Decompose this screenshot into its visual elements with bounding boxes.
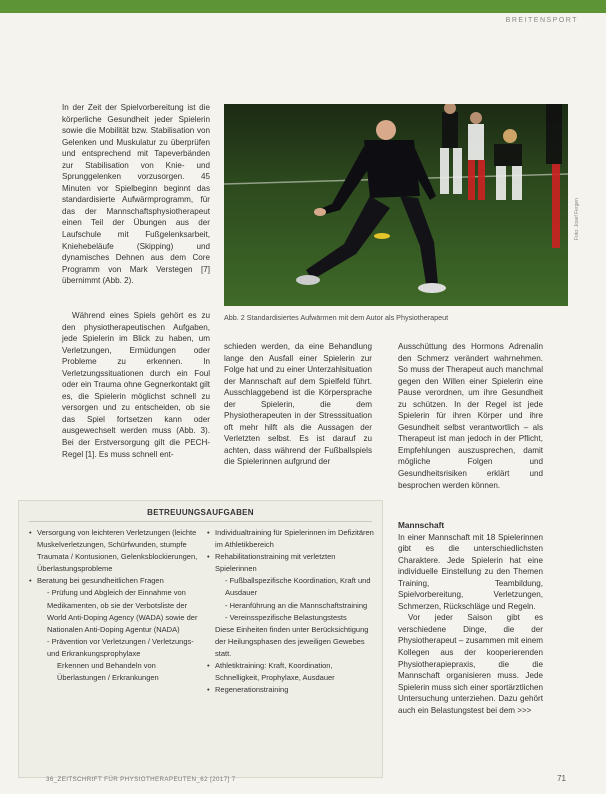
header-bar bbox=[0, 0, 606, 13]
paragraph: Vor jeder Saison gibt es verschiedene Dinge, die der Physiotherapeut – zusammen mit einem Kollegen aus der kooperierenden Physiotherapiepraxis, die die Mannschaft organisieren muss. Jede Spielerin muss sich einer sportärztlichen Untersuchung unterziehen. Dazu gehört auch ein Belastungstest bei dem >>> bbox=[398, 613, 543, 715]
list-item: • Beratung bei gesundheitlichen Fragen bbox=[29, 575, 199, 587]
list-item: • Rehabilitationstraining mit verletzten Spielerinnen bbox=[207, 551, 375, 575]
photo-credit: Foto: Josef Fergen bbox=[574, 198, 580, 240]
paragraph: In der Zeit der Spielvorbereitung ist die körperliche Gesundheit jeder Spielerin sowie die Mobilität bzw. Stabilisation von Gelenken und Muskulatur zu überprüfen und entsprechend mit Tapeverbänden zur Stabilisation von Knie- und Sprunggelenken vorzusorgen. 45 Minuten vor Spielbeginn beginnt das standardisierte Aufwärmprogramm, für das der Mannschaftsphysiotherapeut einen Teil der Übungen aus der Laufschule mit Fußgelenksarbeit, Kniehebeläufe (Skipping) und dynamisches Dehnen aus dem Core Programm von Mark Verstegen [7] übernimmt (Abb. 2). bbox=[62, 103, 210, 286]
list-item: - Vereinsspezifische Belastungstests bbox=[225, 612, 347, 622]
paragraph: Während eines Spiels gehört es zu den physiotherapeutischen Aufgaben, jede Spielerin im Blick zu haben, um Verletzungen, Ermüdungen oder Probleme zu erkennen. In Verletzungssituationen durch ein Foul oder ein Trauma ohne Gegnerkontakt gilt es, die Spielerin möglichst schnell zu versorgen und zu entscheiden, ob sie das Spiel fortsetzen kann oder ausgewechselt werden muss (Abb. 3). Bei der Erstversorgung gilt die PECH-Regel [1]. Es muss schnell ent- bbox=[62, 311, 210, 459]
info-box-column-1 bbox=[29, 527, 199, 684]
info-box-title: BETREUUNGSAUFGABEN bbox=[147, 508, 254, 517]
paragraph: schieden werden, da eine Behandlung lange den Ausfall einer Spielerin zur Folge hat und zu einer Unterzahlsituation der Mannschaft auf dem Spielfeld führt. Ausschlaggebend ist die Körpersprache der Spielerin, die dem Physiotherapeuten in der Stresssituation oft mehr hilft als die Aussagen der Verletzten selbst. Es ist darauf zu achten, dass während der Fußballspiels die Spielerinnen aufgrund der bbox=[224, 342, 372, 467]
list-item: - Heranführung an die Mannschaftstraining bbox=[225, 600, 368, 610]
text-column-1 bbox=[62, 102, 210, 287]
info-box bbox=[18, 500, 383, 778]
text-column-3-continued bbox=[398, 520, 543, 716]
paragraph: Ausschüttung des Hormons Adrenalin den Schmerz verändert wahrnehmen. So muss der Therapeut auch manchmal gegen den Willen einer Spielerin eine Pause verordnen, um ihre Gesundheit zu schützen. In der Regel ist jede Spielerin für ihren Körper und ihre Gesundheit selbst verantwortlich – als Therapeut ist man jedoch in der Pflicht, Empfehlungen auszusprechen, damit mögliche Folgen und Gesundheitsrisiken erklärt und besprochen werden können. bbox=[398, 342, 543, 490]
figure-photo bbox=[224, 104, 568, 306]
section-label: BREITENSPORT bbox=[505, 17, 578, 24]
text-column-2 bbox=[224, 341, 372, 468]
paragraph: In einer Mannschaft mit 18 Spielerinnen gibt es die unterschiedlichsten Charaktere. Jede Spielerin hat eine individuelle Einstellung zu den Themen Training, Teambildung, Spielvorbereitung, Verletzungen, Schmerzen, Rückschläge und Regeln. bbox=[398, 532, 543, 611]
subheading: Mannschaft bbox=[398, 520, 445, 530]
text-column-1-continued bbox=[62, 310, 210, 460]
page-number: 71 bbox=[557, 774, 566, 783]
info-box-column-2 bbox=[207, 527, 375, 696]
list-item: - Fußballspezifische Koordination, Kraft und Ausdauer bbox=[225, 576, 371, 598]
text-column-3 bbox=[398, 341, 543, 491]
list-item: • Individualtraining für Spielerinnen im Defizitären im Athletikbereich bbox=[207, 527, 375, 551]
divider bbox=[29, 521, 372, 522]
list-item: • Versorgung von leichteren Verletzungen (leichte Muskelverletzungen, Schürfwunden, stumpfe Traumata / Kontusionen, Gelenksblockierungen, Überlastungsprobleme bbox=[29, 527, 199, 575]
footer-journal: 36_ZEITSCHRIFT FÜR PHYSIOTHERAPEUTEN_62 [2017] 7 bbox=[46, 776, 236, 783]
list-item: • Athletiktraining: Kraft, Koordination, Schnelligkeit, Prophylaxe, Ausdauer bbox=[207, 660, 375, 684]
figure-caption: Abb. 2 Standardisiertes Aufwärmen mit dem Autor als Physiotherapeut bbox=[224, 313, 449, 322]
list-item: - Prüfung und Abgleich der Einnahme von Medikamenten, ob sie der Verbotsliste der World Anti-Doping Agency (WADA) sowie der Nationalen Anti-Doping Agentur (NADA) bbox=[47, 588, 198, 634]
list-item: - Prävention vor Verletzungen / Verletzungs- und Erkrankungsprophylaxe bbox=[47, 636, 194, 658]
list-item: • Regenerationstraining bbox=[207, 684, 375, 696]
list-item: Erkennen und Behandeln von Überlastungen / Erkrankungen bbox=[57, 661, 159, 683]
list-item: Diese Einheiten finden unter Berücksichtigung der Heilungsphasen des jeweiligen Gewebes statt. bbox=[215, 624, 369, 658]
